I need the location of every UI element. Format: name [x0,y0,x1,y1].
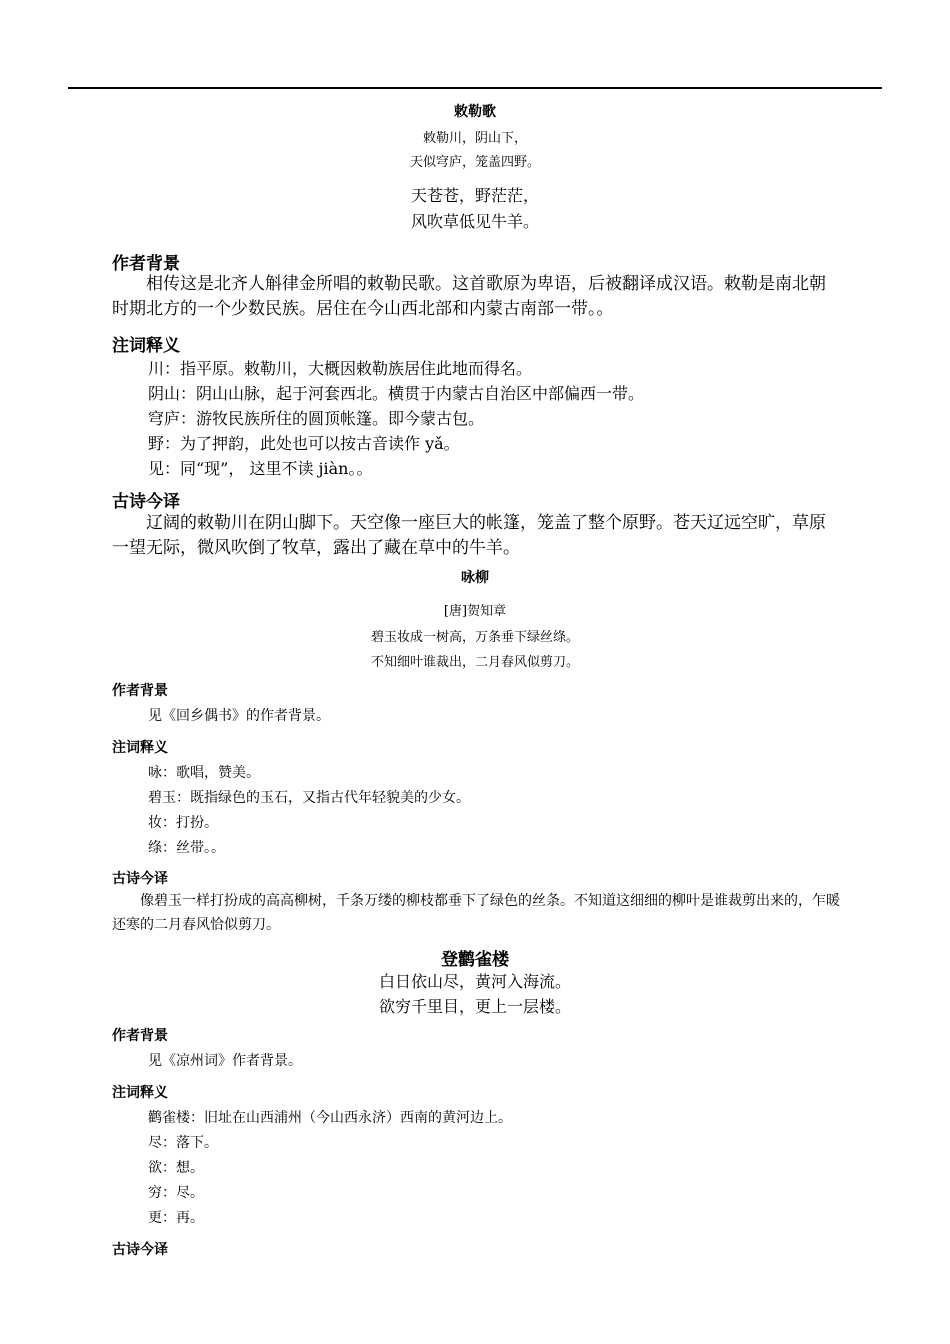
section-heading: 作者背景 [112,1028,168,1044]
background-paragraph: 相传这是北齐人斛律金所唱的敕勒民歌。这首歌原为卑语，后被翻译成汉语。敕勒是南北朝时期北方的一个少数民族。居住在今山西北部和内蒙古南部一带。。 [112,274,826,319]
section-heading: 作者背景 [112,683,168,699]
poem-line: 碧玉妆成一树高，万条垂下绿丝绦。 [370,630,579,645]
header-rule [68,87,882,89]
note-item: 咏：歌唱，赞美。 [148,765,260,781]
translation-paragraph: 辽阔的敕勒川在阴山脚下。天空像一座巨大的帐篷，笼盖了整个原野。苍天辽远空旷，草原一望无际，微风吹倒了牧草，露出了藏在草中的牛羊。 [112,513,826,558]
poem-line: 天苍苍，野茫茫， [410,186,539,205]
note-item: 穹庐：游牧民族所住的圆顶帐篷。即今蒙古包。 [148,409,485,428]
note-item: 欲：想。 [148,1160,204,1176]
note-item: 野：为了押韵，此处也可以按古音读作 yǎ。 [148,434,460,453]
poem-line: 不知细叶谁裁出，二月春风似剪刀。 [370,655,579,670]
section-heading: 古诗今译 [112,1242,168,1258]
section-heading: 古诗今译 [112,492,180,512]
poem-title: 咏柳 [461,570,489,586]
section-heading: 作者背景 [112,254,180,274]
section-heading: 古诗今译 [112,871,168,887]
section-heading: 注词释义 [112,336,180,356]
note-item: 川：指平原。敕勒川，大概因敕勒族居住此地而得名。 [148,359,533,378]
poem-line: 欲穷千里目，更上一层楼。 [378,997,571,1016]
section-heading: 注词释义 [112,1085,168,1101]
note-item: 妆：打扮。 [148,815,218,831]
note-item: 碧玉：既指绿色的玉石，又指古代年轻貌美的少女。 [148,790,470,806]
background-paragraph: 见《凉州词》作者背景。 [148,1053,302,1069]
background-paragraph: 见《回乡偶书》的作者背景。 [148,708,330,724]
poem-line: 敕勒川，阴山下， [422,131,527,146]
note-item: 更：再。 [148,1210,204,1226]
poem-line: 风吹草低见牛羊。 [410,212,539,231]
poem-title: 登鹳雀楼 [441,950,509,970]
poem-title: 敕勒歌 [454,104,496,120]
note-item: 穷：尽。 [148,1185,204,1201]
poem-line: 白日依山尽，黄河入海流。 [378,972,571,991]
note-item: 见：同“现”， 这里不读 jiàn。。 [148,459,373,478]
note-item: 鹳雀楼：旧址在山西浦州（今山西永济）西南的黄河边上。 [148,1110,512,1126]
poem-line: 天似穹庐，笼盖四野。 [409,155,540,170]
note-item: 阴山：阴山山脉，起于河套西北。横贯于内蒙古自治区中部偏西一带。 [148,384,645,403]
poem-author: [唐]贺知章 [443,604,507,619]
note-item: 尽：落下。 [148,1135,218,1151]
note-item: 绦：丝带。。 [148,840,225,856]
section-heading: 注词释义 [112,740,168,756]
translation-paragraph: 像碧玉一样打扮成的高高柳树，千条万缕的柳枝都垂下了绿色的丝条。不知道这细细的柳叶是谁裁剪出来的，乍暖还寒的二月春风恰似剪刀。 [112,893,840,933]
